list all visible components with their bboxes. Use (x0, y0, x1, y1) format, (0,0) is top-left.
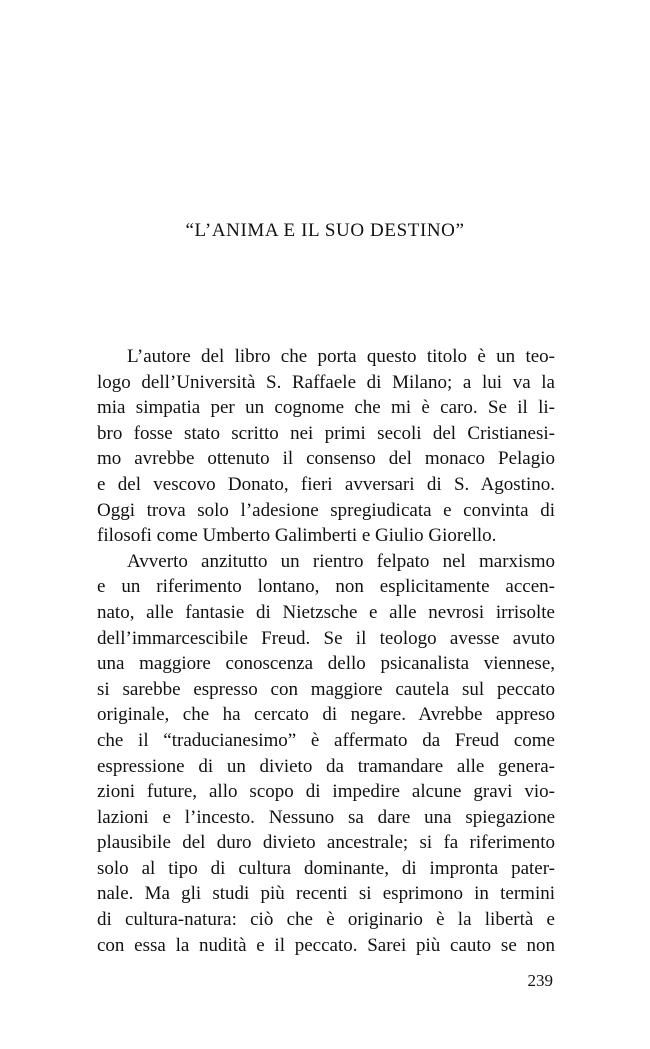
text-line: nato, alle fantasie di Nietzsche e alle nevrosi irrisolte (97, 601, 555, 623)
text-line: L’autore del libro che porta questo titolo è un teo- (127, 346, 555, 367)
text-line: mia simpatia per un cognome che mi è caro. Se il li- (97, 397, 555, 419)
paragraph-1 (97, 344, 555, 549)
text-line: mo avrebbe ottenuto il consenso del monaco Pelagio (97, 448, 555, 470)
text-line: e del vescovo Donato, fieri avversari di S. Agostino. (97, 473, 555, 495)
text-line: solo al tipo di cultura dominante, di impronta pater- (97, 857, 555, 879)
text-line: lazioni e l’incesto. Nessuno sa dare una spiegazione (97, 806, 555, 828)
text-line: si sarebbe espresso con maggiore cautela sul peccato (97, 678, 555, 700)
text-line: filosofi come Umberto Galimberti e Giulio Giorello. (97, 525, 497, 547)
text-line: logo dell’Università S. Raffaele di Milano; a lui va la (97, 371, 555, 393)
text-line: che il “traducianesimo” è affermato da Freud come (97, 729, 555, 751)
text-line: plausibile del duro divieto ancestrale; si fa riferimento (97, 832, 555, 854)
text-line: dell’immarcescibile Freud. Se il teologo avesse avuto (97, 627, 555, 649)
page-number: 239 (527, 971, 553, 990)
text-line: nale. Ma gli studi più recenti si esprimono in termini (97, 883, 555, 905)
text-line: e un riferimento lontano, non esplicitamente accen- (97, 576, 555, 598)
text-line: espressione di un divieto da tramandare alle genera- (97, 755, 555, 777)
text-line: originale, che ha cercato di negare. Avrebbe appreso (97, 704, 555, 726)
paragraph-2 (97, 549, 555, 959)
text-line: Avverto anzitutto un rientro felpato nel marxismo (127, 550, 555, 572)
text-line: zioni future, allo scopo di impedire alcune gravi vio- (97, 781, 555, 803)
text-line: di cultura-natura: ciò che è originario è la libertà e (97, 909, 555, 931)
body-text (97, 344, 555, 958)
text-line: una maggiore conoscenza dello psicanalista viennese, (97, 653, 555, 675)
text-line: con essa la nudità e il peccato. Sarei più cauto se non (97, 934, 555, 956)
text-line: bro fosse stato scritto nei primi secoli del Cristianesi- (97, 422, 555, 444)
chapter-title: “L’ANIMA E IL SUO DESTINO” (185, 220, 465, 241)
text-line: Oggi trova solo l’adesione spregiudicata e convinta di (97, 499, 555, 521)
